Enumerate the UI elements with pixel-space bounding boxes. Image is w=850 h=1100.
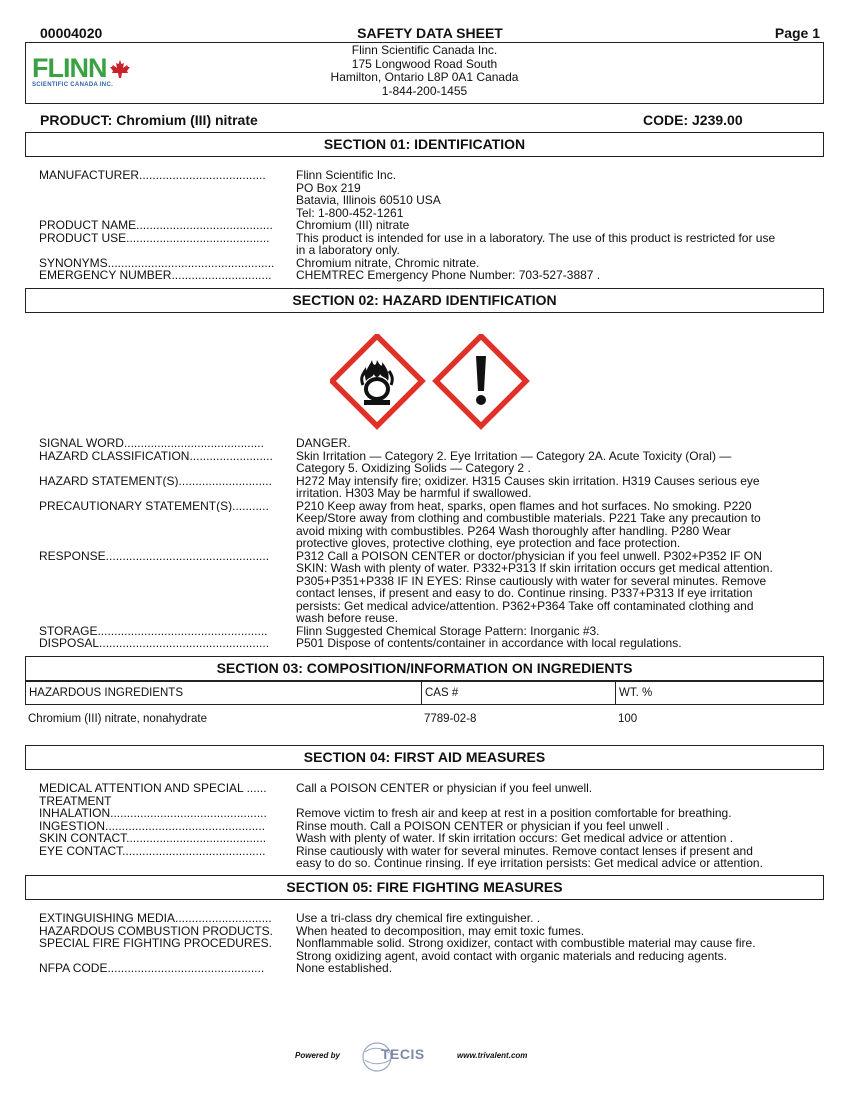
field-value-line: wash before reuse. [296, 611, 399, 625]
product-line [40, 112, 820, 130]
company-address [26, 44, 823, 98]
field-row [39, 500, 820, 550]
field-row [39, 475, 820, 500]
field-row [39, 269, 820, 282]
field-value [296, 845, 820, 870]
field-value [296, 450, 820, 475]
field-label: PRECAUTIONARY STATEMENT(S)........... [39, 499, 269, 512]
address-line: 1-844-200-1455 [381, 83, 468, 98]
page-footer [295, 1040, 555, 1080]
field-label: HAZARDOUS COMBUSTION PRODUCTS. [39, 924, 274, 937]
field-value-line: DANGER. [296, 436, 351, 450]
column-header-weight: WT. % [619, 687, 653, 699]
field-row [39, 450, 820, 475]
document-title: SAFETY DATA SHEET [357, 25, 503, 41]
field-label: SIGNAL WORD.......................................... [39, 437, 264, 450]
field-value-line: Batavia, Illinois 60510 USA [296, 193, 441, 207]
field-label: PRODUCT NAME......................................... [39, 219, 273, 232]
page-number: Page 1 [774, 25, 820, 41]
field-value [296, 912, 820, 925]
field-label: HAZARD CLASSIFICATION......................... [39, 449, 273, 462]
company-info-box [25, 42, 824, 104]
address-line: Flinn Scientific Canada Inc. [351, 43, 498, 57]
field-value-line: Keep/Store away from clothing and combustible materials. P221 Take any precaution to [296, 511, 761, 525]
column-header-cas: CAS # [422, 682, 616, 704]
field-value [296, 219, 820, 232]
field-value-line: Strong oxidizing agent, avoid contact with organic materials and reducing agents. [296, 948, 727, 963]
exclamation-mark-icon [436, 336, 526, 426]
field-value [296, 269, 820, 282]
field-value [296, 807, 820, 820]
table-header-row [25, 681, 824, 705]
flame-over-circle-icon [332, 336, 422, 426]
field-value [296, 550, 820, 625]
section-01-heading: SECTION 01: IDENTIFICATION [25, 132, 824, 157]
hazard-pictograms [330, 334, 530, 430]
field-value-line: persists: Get medical advice/attention. P362+P364 Take off contaminated clothing and [296, 598, 754, 613]
field-value-line: Flinn Scientific Inc. [296, 168, 397, 182]
field-value-line: Flinn Suggested Chemical Storage Pattern: Inorganic #3. [296, 623, 600, 638]
field-label: INHALATION............................................... [39, 807, 267, 820]
field-label: EYE CONTACT........................................... [39, 844, 266, 857]
field-value-line: Call a POISON CENTER or physician if you feel unwell. [296, 781, 593, 795]
field-value [296, 232, 820, 257]
field-value-line: Skin Irritation — Category 2. Eye Irritation — Category 2A. Acute Toxicity (Oral) — [296, 448, 732, 463]
field-row [39, 637, 820, 650]
field-value-line: protective gloves, protective clothing, eye protection and face protection. [296, 536, 681, 550]
identification-list [39, 169, 820, 282]
logo-subtitle: SCIENTIFIC CANADA INC. [32, 82, 114, 88]
section-05-heading: SECTION 05: FIRE FIGHTING MEASURES [25, 875, 824, 900]
field-label: RESPONSE................................................. [39, 549, 270, 562]
field-value-line: Use a tri-class dry chemical fire extinguisher. . [296, 911, 541, 925]
field-value [296, 500, 820, 550]
field-value-line: H272 May intensify fire; oxidizer. H315 Causes skin irritation. H319 Causes serious eye [296, 473, 760, 488]
field-value [296, 962, 820, 975]
field-row [39, 232, 820, 257]
field-label-continued: TREATMENT [39, 793, 112, 807]
field-value-line: P501 Dispose of contents/container in accordance with local regulations. [296, 636, 682, 650]
column-header-ingredients: HAZARDOUS INGREDIENTS [26, 682, 422, 704]
field-value [296, 437, 820, 450]
ingredient-name: Chromium (III) nitrate, nonahydrate [28, 713, 207, 725]
field-label: MEDICAL ATTENTION AND SPECIAL ...... TREATMENT [39, 782, 289, 807]
field-value-line: PO Box 219 [296, 180, 361, 195]
field-value-line: avoid mixing with combustibles. P264 Wash thoroughly after handling. P280 Wear [296, 523, 731, 538]
field-row [39, 437, 820, 450]
field-row [39, 807, 820, 820]
field-value-line: P210 Keep away from heat, sparks, open flames and hot surfaces. No smoking. P220 [296, 498, 752, 513]
footer-url: www.trivalent.com [457, 1051, 528, 1060]
field-label: INGESTION................................................ [39, 819, 266, 832]
field-label: EMERGENCY NUMBER.............................. [39, 269, 272, 282]
logo-wordmark: FLINN [32, 53, 107, 83]
field-value-line: Chromium (III) nitrate [296, 218, 410, 232]
field-value-line: easy to do so. Continue rinsing. If eye irritation persists: Get medical advice or attention. [296, 856, 763, 870]
powered-by-label: Powered by [295, 1051, 340, 1060]
section-03-heading: SECTION 03: COMPOSITION/INFORMATION ON INGREDIENTS [25, 656, 824, 681]
field-value-line: irritation. H303 May be harmful if swallowed. [296, 486, 532, 500]
field-value-line: Nonflammable solid. Strong oxidizer, contact with combustible material may cause fire. [296, 936, 756, 950]
field-value-line: in a laboratory only. [296, 243, 400, 257]
field-label: MANUFACTURER...................................... [39, 169, 266, 182]
ingredient-cas: 7789-02-8 [424, 713, 477, 725]
field-value [296, 169, 820, 219]
field-row [39, 782, 820, 807]
field-value-line: Category 5. Oxidizing Solids — Category 2 . [296, 461, 531, 475]
ingredient-weight: 100 [618, 713, 638, 725]
section-02-heading: SECTION 02: HAZARD IDENTIFICATION [25, 288, 824, 313]
field-value-line: Rinse cautiously with water for several minutes. Remove contact lenses if present and [296, 843, 753, 858]
field-value-line: Remove victim to fresh air and keep at rest in a position comfortable for breathing. [296, 806, 732, 820]
field-row [39, 219, 820, 232]
field-value-line: contact lenses, if present and easy to do. Continue rinsing. P337+P313 If eye irritation [296, 586, 753, 600]
address-line: 175 Longwood Road South [351, 56, 498, 71]
field-row [39, 832, 820, 845]
field-row [39, 962, 820, 975]
field-label: SPECIAL FIRE FIGHTING PROCEDURES. [39, 937, 272, 950]
section-04-heading: SECTION 04: FIRST AID MEASURES [25, 745, 824, 770]
field-value [296, 937, 820, 962]
field-value-line: Wash with plenty of water. If skin irritation occurs: Get medical advice or attention . [296, 831, 734, 845]
field-row [39, 937, 820, 962]
field-value [296, 475, 820, 500]
page-header [40, 25, 820, 43]
field-label: EXTINGUISHING MEDIA............................. [39, 912, 272, 925]
field-label: PRODUCT USE........................................... [39, 231, 270, 244]
field-value-line: This product is intended for use in a laboratory. The use of this product is restricted for use [296, 230, 776, 245]
field-value-line: CHEMTREC Emergency Phone Number: 703-527-3887 . [296, 268, 601, 282]
field-label: SYNONYMS.................................................. [39, 256, 275, 269]
field-value [296, 782, 820, 807]
fire-fighting-list [39, 912, 820, 975]
field-value-line: None established. [296, 961, 393, 975]
field-label: DISPOSAL................................................... [39, 637, 270, 650]
field-value [296, 832, 820, 845]
field-row [39, 845, 820, 870]
field-label: HAZARD STATEMENT(S)............................ [39, 474, 272, 487]
field-label: SKIN CONTACT.......................................... [39, 832, 267, 845]
field-value-line: Rinse mouth. Call a POISON CENTER or physician if you feel unwell . [296, 818, 670, 833]
document-number: 00004020 [40, 25, 103, 41]
ingredients-table [25, 681, 824, 733]
field-value-line: When heated to decomposition, may emit toxic fumes. [296, 923, 585, 938]
field-value-line: Tel: 1-800-452-1261 [296, 205, 404, 220]
field-value-line: Chromium nitrate, Chromic nitrate. [296, 255, 480, 270]
address-line: Hamilton, Ontario L8P 0A1 Canada [330, 70, 519, 84]
field-label: STORAGE................................................... [39, 624, 268, 637]
first-aid-list [39, 782, 820, 870]
field-row [39, 169, 820, 219]
tecis-brand: TECIS [381, 1046, 425, 1062]
field-label: NFPA CODE............................................... [39, 962, 265, 975]
field-row [39, 550, 820, 625]
field-value-line: P312 Call a POISON CENTER or doctor/physician if you feel unwell. P302+P352 IF ON [296, 548, 762, 563]
field-value [296, 637, 820, 650]
field-row [39, 912, 820, 925]
hazard-identification-list [39, 437, 820, 650]
field-value-line: SKIN: Wash with plenty of water. P332+P313 If skin irritation occurs get medical attention. [296, 561, 773, 575]
table-row [25, 713, 824, 733]
product-code: CODE: J239.00 [643, 112, 743, 128]
field-value-line: P305+P351+P338 IF IN EYES: Rinse cautiously with water for several minutes. Remove [296, 573, 767, 588]
product-name: PRODUCT: Chromium (III) nitrate [40, 112, 258, 128]
